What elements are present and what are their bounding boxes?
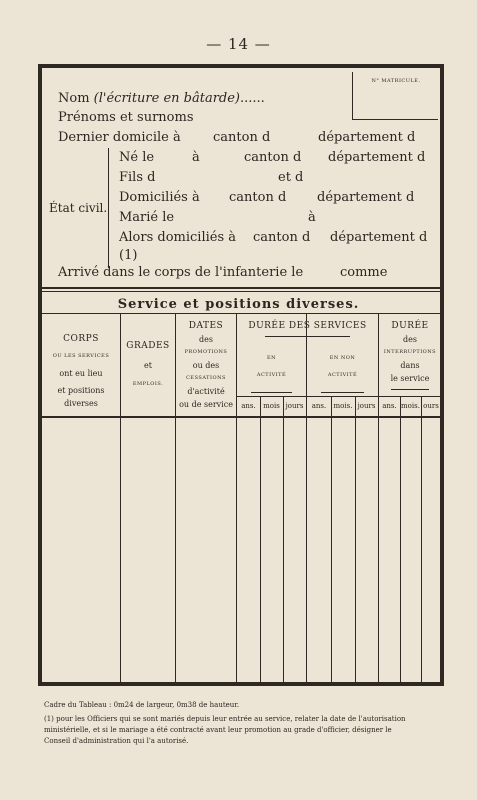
col-divider-b1	[331, 396, 332, 684]
unit-c-mois: mois.	[401, 402, 420, 410]
col-divider-a1	[260, 396, 261, 684]
footnote-line-3: Conseil d'administration qui l'a autorisé.	[44, 737, 189, 745]
col-divider-a3	[306, 396, 307, 684]
ne-canton-label: canton d	[244, 150, 302, 165]
domicile-canton-label: canton d	[213, 130, 271, 145]
alors-departement-label: département d	[330, 230, 428, 245]
en-activite-header: EN ACTIVITÉ	[237, 352, 306, 396]
nom-dots: ......	[240, 91, 265, 106]
unit-a-mois: mois	[263, 402, 280, 410]
col-divider-c2	[421, 396, 422, 684]
ne-a-label: à	[192, 150, 200, 165]
duree-services-header: DURÉE DES SERVICES	[237, 320, 378, 340]
nom-hint: (l'écriture en bâtarde)	[93, 91, 241, 106]
etat-civil-brace	[108, 148, 117, 268]
nom-line	[58, 91, 265, 107]
unit-c-jours: ours	[423, 402, 439, 410]
arrive-label: Arrivé dans le corps de l'infanterie le	[58, 265, 304, 280]
domicilies-canton-label: canton d	[229, 190, 287, 205]
header-bottom-rule	[41, 416, 441, 418]
footnote-line-1: (1) pour les Officiers qui se sont mariés depuis leur entrée au service, relater la date de l'autorisation	[44, 715, 406, 723]
footnote-line-2: ministérielle, et si le mariage a été contracté avant leur promotion au grade d'officier, désigner le	[44, 726, 392, 734]
dernier-domicile-label: Dernier domicile à	[58, 130, 181, 145]
et-d-label: et d	[278, 170, 304, 185]
page-number: — 14 —	[206, 35, 271, 53]
marie-a-label: à	[308, 210, 316, 225]
domicile-departement-label: département d	[318, 130, 416, 145]
units-top-rule	[237, 396, 441, 397]
unit-b-ans: ans.	[311, 402, 327, 410]
fils-label: Fils d	[119, 170, 156, 185]
interruptions-header: DURÉE des INTERRUPTIONS dans le service	[379, 320, 441, 393]
footnote-ref: (1)	[119, 248, 138, 263]
grades-header: GRADES et EMPLOIS.	[126, 341, 170, 387]
section-title: Service et positions diverses.	[117, 297, 360, 312]
cadre-note: Cadre du Tableau : 0m24 de largeur, 0m38 de hauteur.	[44, 701, 240, 709]
domicilies-label: Domiciliés à	[119, 190, 200, 205]
domicilies-departement-label: département d	[317, 190, 415, 205]
table-top-rule	[41, 313, 441, 314]
identity-separator-thin	[41, 291, 441, 292]
ne-departement-label: département d	[328, 150, 426, 165]
etat-civil-label: État civil.	[49, 201, 108, 215]
identity-separator	[41, 287, 441, 289]
prenoms-label: Prénoms et surnoms	[58, 110, 194, 125]
unit-c-ans: ans.	[382, 402, 397, 410]
unit-b-mois: mois.	[333, 402, 353, 410]
unit-a-jours: jours	[285, 402, 304, 410]
col-divider-b2	[355, 396, 356, 684]
marie-le-label: Marié le	[119, 210, 175, 225]
col-divider-a2	[283, 396, 284, 684]
matricule-label: N° MATRICULE.	[371, 78, 421, 84]
nom-prefix: Nom	[58, 91, 90, 106]
unit-a-ans: ans.	[241, 402, 256, 410]
ne-le-label: Né le	[119, 150, 155, 165]
unit-b-jours: jours	[357, 402, 376, 410]
alors-canton-label: canton d	[253, 230, 311, 245]
col-divider-c1	[400, 396, 401, 684]
alors-domicilies-label: Alors domiciliés à	[119, 230, 237, 245]
en-non-activite-header: EN NON ACTIVITÉ	[307, 352, 378, 396]
dates-header: DATES des PROMOTIONS ou des CESSATIONS d'activité ou de service	[179, 321, 233, 409]
arrive-comme-label: comme	[340, 265, 388, 280]
corps-header: CORPS OU LES SERVICES ont eu lieu et positions diverses	[52, 334, 110, 408]
